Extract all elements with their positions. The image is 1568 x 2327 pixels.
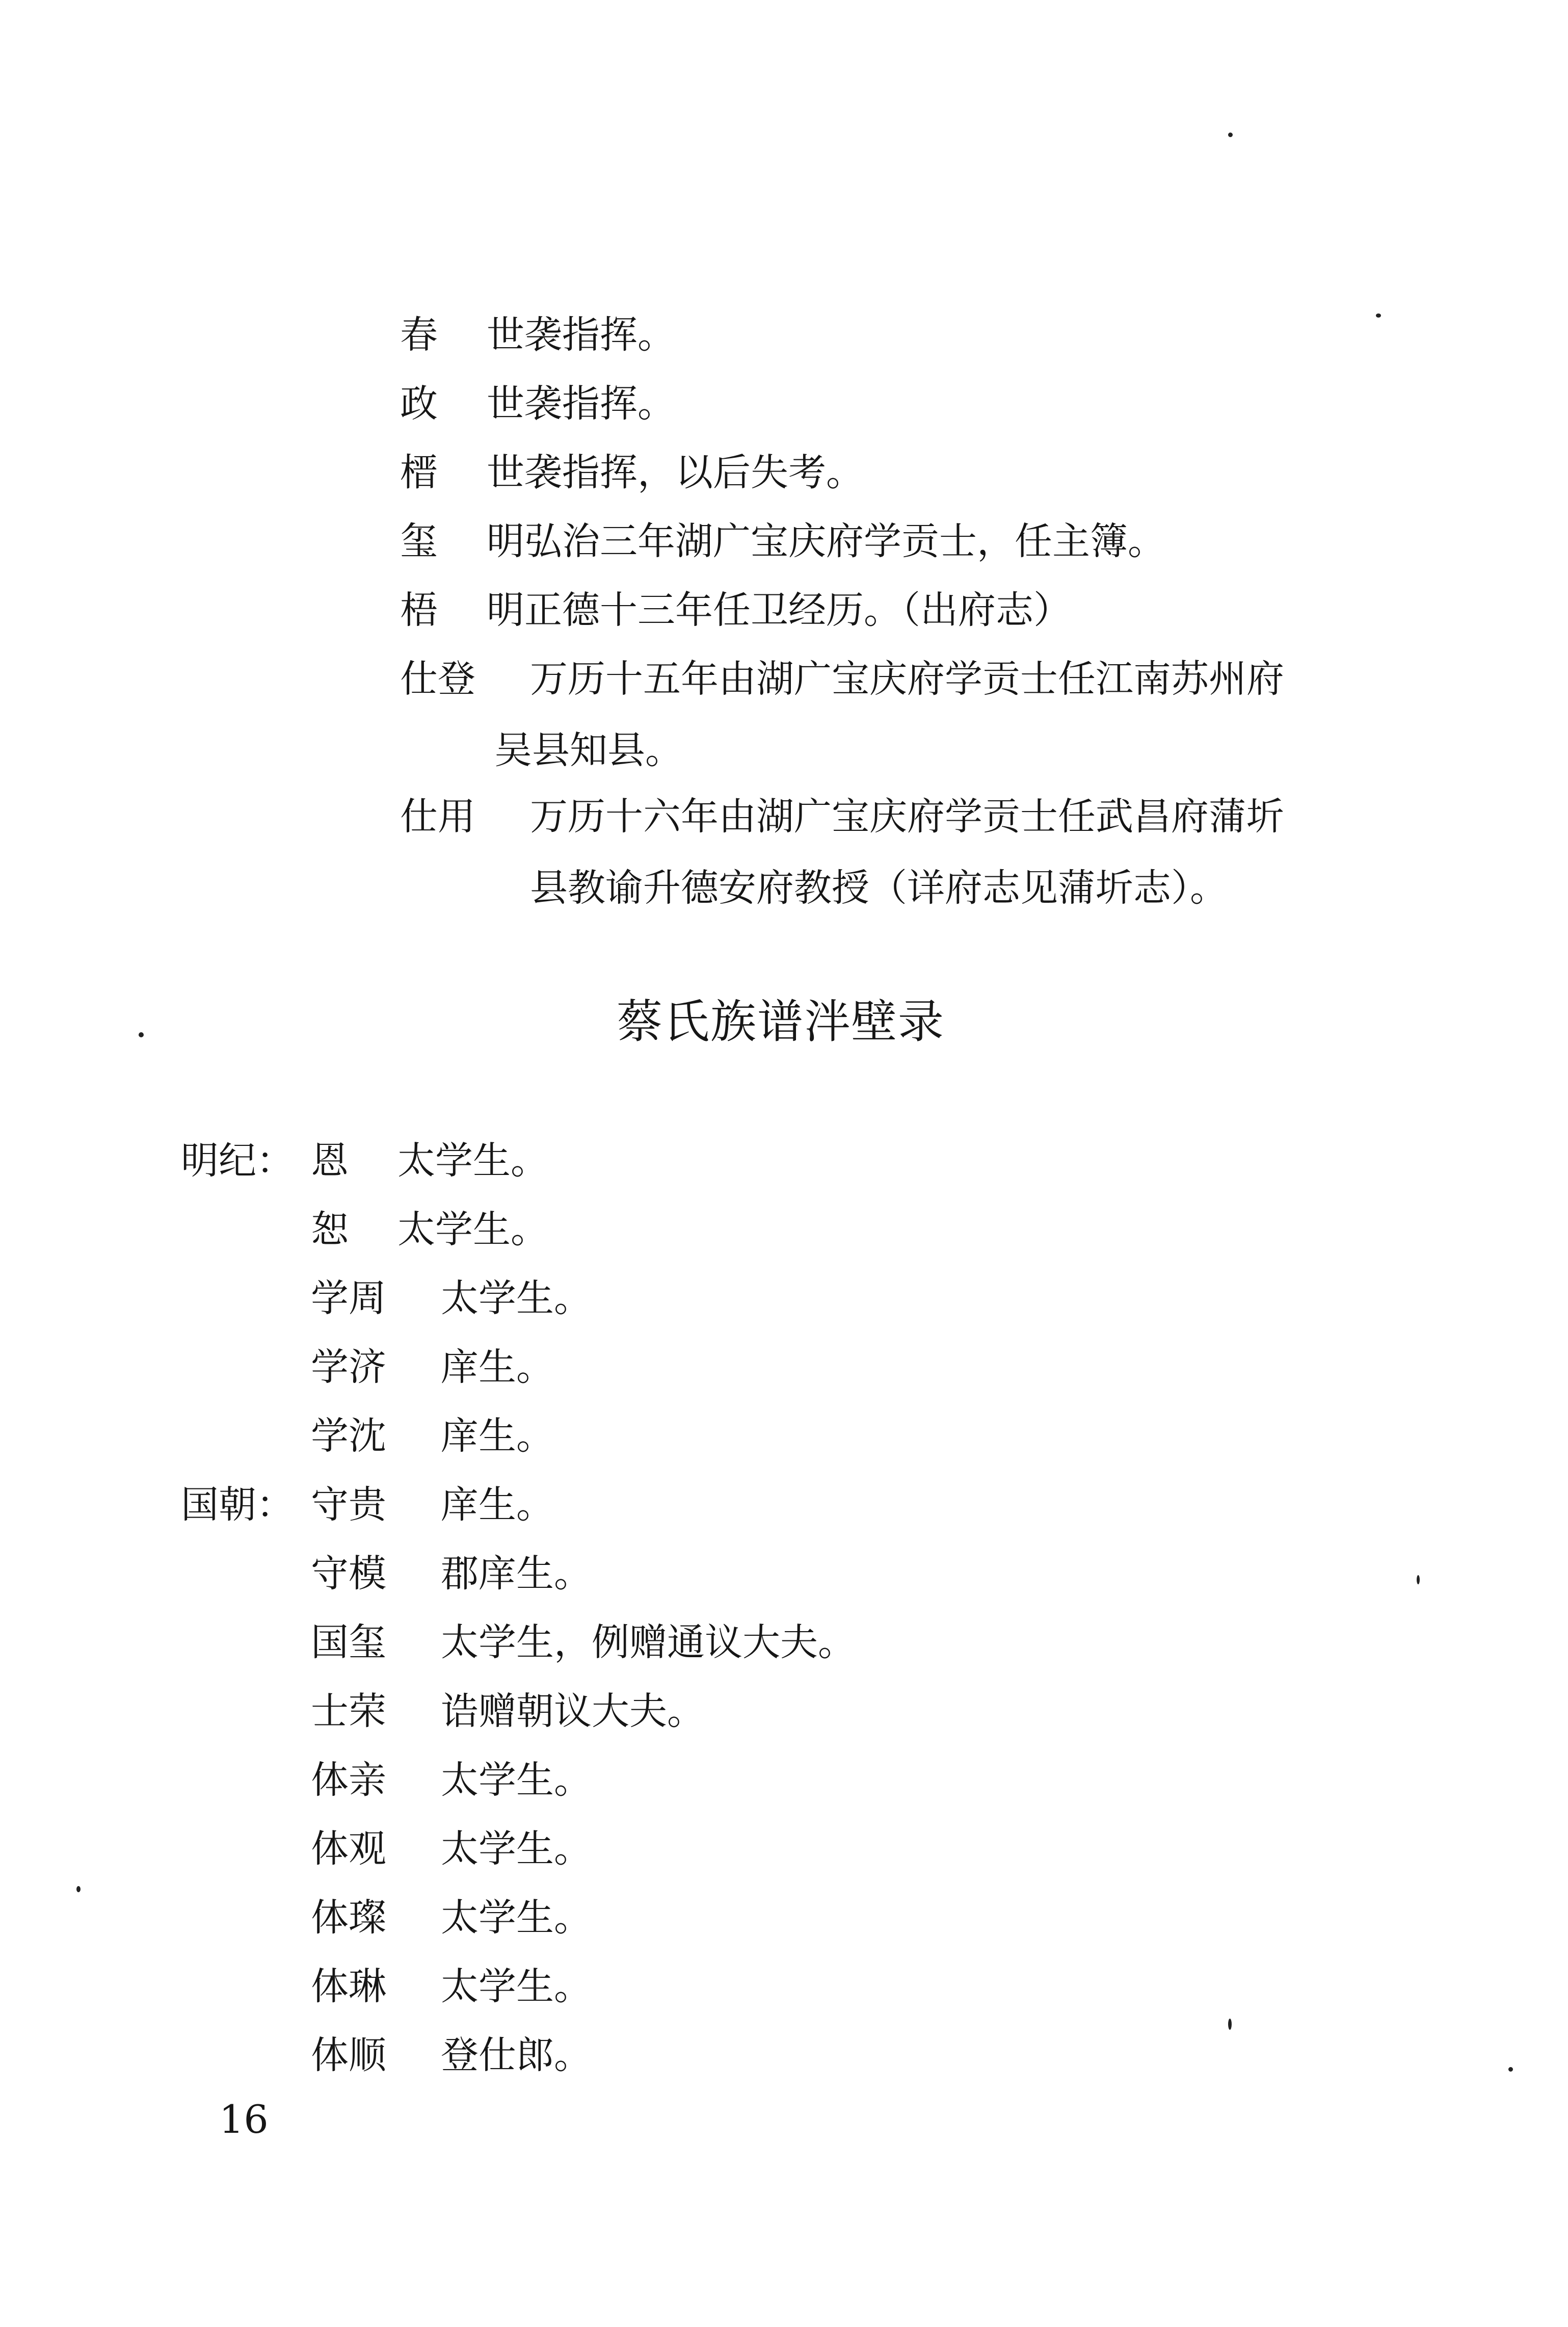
entry-name: 体观 <box>311 1827 386 1871</box>
entry-description: 登仕郎。 <box>441 2033 592 2077</box>
entry-description: 庠生。 <box>441 1483 554 1527</box>
entry-description: 太学生。 <box>441 1896 592 1940</box>
era-label: 明纪： <box>181 1139 294 1183</box>
entry-description: 太学生。 <box>441 1276 592 1320</box>
entry-description: 太学生。 <box>441 1965 592 2008</box>
entry-name: 玺 <box>400 519 438 563</box>
entry-description: 万历十五年由湖广宝庆府学贡士任江南苏州府 <box>530 657 1284 701</box>
entry-description: 世袭指挥。 <box>487 382 675 426</box>
entry-name: 恩 <box>311 1139 349 1183</box>
entry-name: 体琳 <box>311 1965 386 2008</box>
entry-name: 梧 <box>400 588 438 632</box>
entry-description: 太学生。 <box>441 1827 592 1871</box>
scan-speck <box>1228 133 1233 137</box>
section-title: 蔡氏族谱泮壁录 <box>617 995 945 1049</box>
era-label: 国朝： <box>181 1483 294 1527</box>
entry-description: 庠生。 <box>441 1414 554 1458</box>
entry-name: 守模 <box>311 1552 386 1596</box>
entry-name: 体亲 <box>311 1758 386 1802</box>
entry-name: 学周 <box>311 1276 386 1320</box>
entry-name: 政 <box>400 382 438 426</box>
entry-name: 体璨 <box>311 1896 386 1940</box>
scan-speck <box>76 1886 81 1892</box>
entry-description: 明正德十三年任卫经历。（出府志） <box>487 588 1071 632</box>
entry-continuation: 县教谕升德安府教授（详府志见蒲圻志）。 <box>530 866 1228 910</box>
entry-name: 仕用 <box>400 795 475 839</box>
entry-name: 士荣 <box>311 1689 386 1733</box>
scan-speck <box>1376 313 1381 318</box>
entry-description: 诰赠朝议大夫。 <box>441 1689 705 1733</box>
scan-speck <box>1508 2067 1513 2072</box>
entry-description: 郡庠生。 <box>441 1552 592 1596</box>
scan-speck <box>1228 2019 1232 2030</box>
entry-name: 学济 <box>311 1345 386 1389</box>
entry-name: 体顺 <box>311 2033 386 2077</box>
scan-speck <box>139 1032 144 1037</box>
entry-description: 明弘治三年湖广宝庆府学贡士，任主簿。 <box>487 519 1165 563</box>
entry-name: 春 <box>400 313 438 357</box>
entry-continuation: 吴县知县。 <box>494 728 683 772</box>
entry-description: 太学生，例赠通议大夫。 <box>441 1620 856 1664</box>
entry-name: 榗 <box>400 451 438 494</box>
scan-speck <box>1417 1575 1420 1584</box>
entry-name: 恕 <box>311 1208 349 1251</box>
entry-description: 庠生。 <box>441 1345 554 1389</box>
entry-name: 守贵 <box>311 1483 386 1527</box>
entry-name: 仕登 <box>400 657 475 701</box>
page-number: 16 <box>219 2097 269 2142</box>
entry-description: 世袭指挥，以后失考。 <box>487 451 864 494</box>
entry-name: 学沈 <box>311 1414 386 1458</box>
entry-description: 太学生。 <box>397 1139 548 1183</box>
entry-description: 太学生。 <box>397 1208 548 1251</box>
entry-description: 太学生。 <box>441 1758 592 1802</box>
entry-name: 国玺 <box>311 1620 386 1664</box>
entry-description: 万历十六年由湖广宝庆府学贡士任武昌府蒲圻 <box>530 795 1284 839</box>
entry-description: 世袭指挥。 <box>487 313 675 357</box>
